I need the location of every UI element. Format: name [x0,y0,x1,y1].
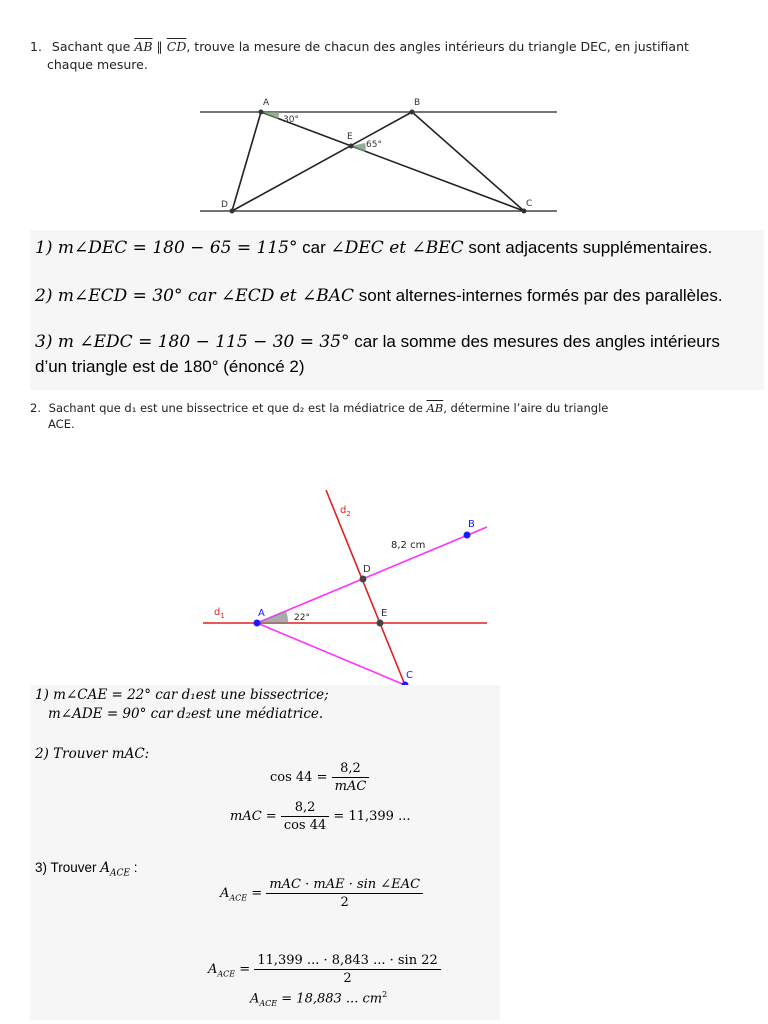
point-c [522,209,527,214]
point-e2 [377,620,384,627]
segment-ad [232,112,261,211]
angle-22-label: 22° [294,613,310,623]
question-2-text-a: Sachant que d₁ est une bissectrice et que d₂ est la médiatrice de [48,401,423,415]
equation-area-numeric: $A_{ACE}$ = $\frac{11,399 ... \cdot 8,843 ... \cdot \sin 22}{2}$ [208,953,441,986]
question-1-number: 1. [30,39,42,54]
answer-2-line-4: 3) Trouver $A_{ACE}$ : [35,860,138,879]
question-2-text-b: , détermine l’aire du triangle [443,401,609,415]
question-1-text-c: chaque mesure. [47,57,148,72]
label-b2: B [468,519,475,530]
point-d [230,209,235,214]
label-b: B [414,98,421,108]
point-b [410,110,415,115]
point-e [349,144,354,149]
figure-1-parallel-lines [195,90,565,220]
angle-a-label: 30° [283,115,299,125]
answers-2-block [30,685,500,1020]
equation-area-formula: $A_{ACE}$ = $\frac{\text{mAC · mAE · sin ∠EAC}}{2}$ [220,877,423,910]
angle-e-label: 65° [366,140,382,150]
answer-1-line-1: 1) m∠DEC = 180 − 65 = 115° car ∠DEC et ∠BEC sont adjacents supplémentaires. [35,238,713,258]
label-c2: C [406,670,413,681]
line-d2 [326,490,405,685]
segment-bc [412,112,524,211]
answer-2-line-1: 1) m∠CAE = 22° car d₁est une bissectrice; [35,687,329,703]
segment-ac [261,112,524,211]
segment-ab-ray [257,527,487,623]
parallel-symbol: ∥ [156,39,163,54]
answer-1-line-3: 3) m ∠EDC = 180 − 115 − 30 = 35° car la somme des mesures des angles intérieurs [35,332,720,352]
label-d2-point: D [363,564,371,575]
segment-cd: $\overline{CD}$ [166,39,187,54]
figure-2-bisector [195,485,505,690]
question-1-text-b: , trouve la mesure de chacun des angles intérieurs du triangle DEC, en justifiant [186,39,689,54]
label-e2: E [381,608,388,619]
answer-2-line-2: m∠ADE = 90° car d₂est une médiatrice. [48,706,324,722]
question-2-number: 2. [30,401,41,415]
segment-bd [232,112,412,211]
point-d2 [360,576,367,583]
label-d: D [221,200,228,210]
answer-2-line-3: 2) Trouver mAC: [35,746,150,762]
length-label: 8,2 cm [391,540,426,551]
answer-1-line-2: 2) m∠ECD = 30° car ∠ECD et ∠BAC sont alternes-internes formés par des parallèles. [35,286,723,306]
question-2-text-c: ACE. [48,417,75,431]
question-2 [30,400,750,432]
angle-a-marker [261,112,279,119]
equation-mac: mAC = $\frac{8,2}{\cos 44}$ = 11,399 ... [230,800,411,833]
label-a: A [263,98,270,108]
label-d1: $d_1$ [214,607,225,620]
segment-ab-2: $\overline{AB}$ [426,401,444,415]
point-b2 [464,532,471,539]
answer-1-line-4: d’un triangle est de 180° (énoncé 2) [35,357,305,376]
question-1 [30,38,750,74]
question-1-text-a: Sachant que [51,39,131,54]
point-a [259,110,264,115]
label-c: C [526,199,533,209]
answers-1-block [30,230,764,390]
label-e: E [347,132,353,142]
equation-area-result: $A_{ACE} = 18,883$ ... $cm^2$ [250,990,388,1008]
equation-cos: cos 44 = $\frac{8,2}{\text{mAC}}$ [270,761,369,794]
point-a2 [254,620,261,627]
segment-ab: $\overline{AB}$ [134,39,153,54]
label-a2: A [258,608,265,619]
label-d2: $d_2$ [340,505,351,518]
